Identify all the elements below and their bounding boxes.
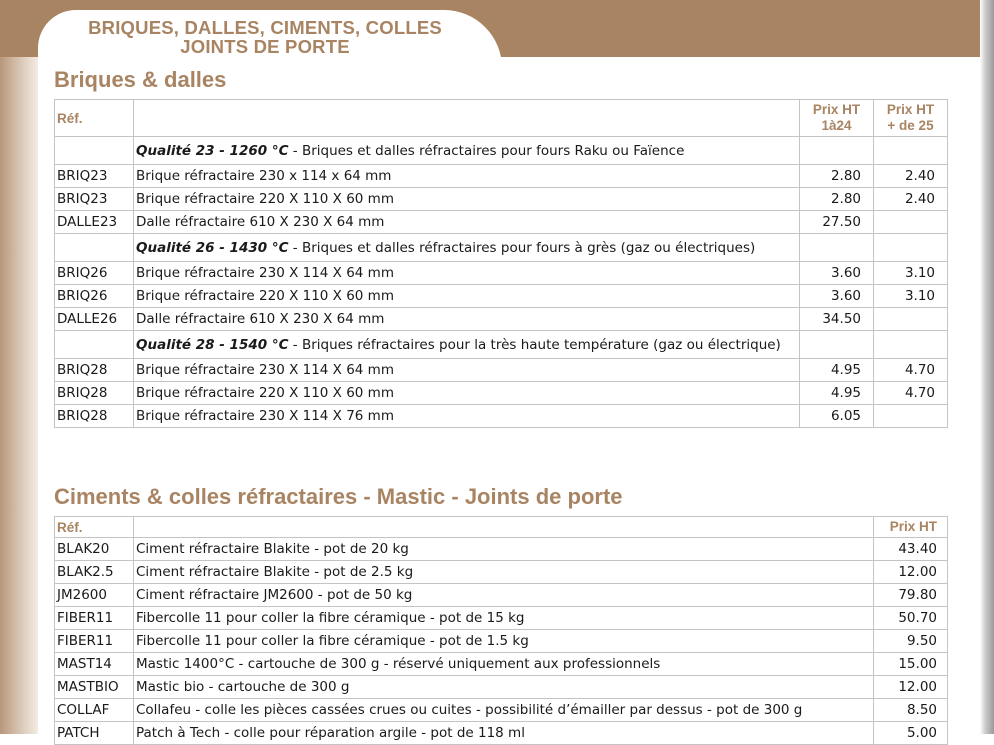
table-row <box>55 262 948 285</box>
ref-cell: BRIQ28 <box>55 359 134 382</box>
price-25plus-cell <box>874 405 948 428</box>
quality-label: Qualité 28 - 1540 °C <box>136 336 289 353</box>
description-cell: Mastic bio - cartouche de 300 g <box>134 676 874 699</box>
price-1-24-cell: 27.50 <box>800 211 874 234</box>
price-25plus-cell <box>874 211 948 234</box>
page-title-line2: JOINTS DE PORTE <box>180 36 350 57</box>
description-cell: Patch à Tech - colle pour réparation argile - pot de 118 ml <box>134 722 874 745</box>
col-header-price-25plus-line1: Prix HT <box>886 102 935 117</box>
price-cell: 5.00 <box>874 722 948 745</box>
table-row <box>55 188 948 211</box>
ref-cell: FIBER11 <box>55 607 134 630</box>
section-title-briques: Briques & dalles <box>54 67 227 92</box>
ref-cell: BRIQ28 <box>55 405 134 428</box>
col-header-ref: Réf. <box>55 100 134 137</box>
price-cell: 50.70 <box>874 607 948 630</box>
quality-detail: - Briques et dalles réfractaires pour fours Raku ou Faïence <box>288 142 685 159</box>
description-cell: Brique réfractaire 220 X 110 X 60 mm <box>134 382 800 405</box>
quality-row <box>55 137 948 165</box>
table-row <box>55 722 948 745</box>
col-header-price-1-24 <box>800 100 874 137</box>
table-row <box>55 630 948 653</box>
description-cell: Brique réfractaire 220 X 110 X 60 mm <box>134 285 800 308</box>
description-cell: Dalle réfractaire 610 X 230 X 64 mm <box>134 308 800 331</box>
description-cell: Dalle réfractaire 610 X 230 X 64 mm <box>134 211 800 234</box>
price-25plus-cell: 3.10 <box>874 262 948 285</box>
price-1-24-cell: 6.05 <box>800 405 874 428</box>
description-cell: Brique réfractaire 230 X 114 X 76 mm <box>134 405 800 428</box>
table-row <box>55 165 948 188</box>
table-row <box>55 308 948 331</box>
price-1-24-cell: 4.95 <box>800 382 874 405</box>
col-header-ref: Réf. <box>55 517 134 538</box>
quality-row <box>55 234 948 262</box>
table-row <box>55 607 948 630</box>
table-header-row <box>55 100 948 137</box>
ref-cell: BRIQ23 <box>55 165 134 188</box>
price-25plus-cell: 3.10 <box>874 285 948 308</box>
quality-price2-cell <box>874 331 948 359</box>
briques-table <box>54 99 948 428</box>
price-1-24-cell: 34.50 <box>800 308 874 331</box>
quality-detail: - Briques réfractaires pour la très haute température (gaz ou électrique) <box>288 336 781 353</box>
table-row <box>55 538 948 561</box>
price-1-24-cell: 3.60 <box>800 285 874 308</box>
quality-description <box>134 234 800 262</box>
ref-cell: BRIQ28 <box>55 382 134 405</box>
quality-label: Qualité 23 - 1260 °C <box>136 142 289 159</box>
price-1-24-cell: 3.60 <box>800 262 874 285</box>
ref-cell: PATCH <box>55 722 134 745</box>
quality-price1-cell <box>800 137 874 165</box>
description-cell: Ciment réfractaire Blakite - pot de 2.5 kg <box>134 561 874 584</box>
description-cell: Brique réfractaire 230 X 114 X 64 mm <box>134 359 800 382</box>
price-25plus-cell: 4.70 <box>874 382 948 405</box>
quality-ref-cell <box>55 234 134 262</box>
quality-label: Qualité 26 - 1430 °C <box>136 239 289 256</box>
ref-cell: COLLAF <box>55 699 134 722</box>
ref-cell: DALLE26 <box>55 308 134 331</box>
col-header-price-1-24-line2: 1à24 <box>821 118 852 133</box>
price-1-24-cell: 2.80 <box>800 165 874 188</box>
col-header-price-1-24-line1: Prix HT <box>812 102 861 117</box>
col-header-price-25plus-line2: + de 25 <box>887 118 934 133</box>
description-cell: Collafeu - colle les pièces cassées crues ou cuites - possibilité d’émailler par dessus - pot de 300 g <box>134 699 874 722</box>
price-cell: 15.00 <box>874 653 948 676</box>
price-cell: 9.50 <box>874 630 948 653</box>
quality-price2-cell <box>874 234 948 262</box>
quality-row <box>55 331 948 359</box>
quality-description <box>134 331 800 359</box>
description-cell: Ciment réfractaire JM2600 - pot de 50 kg <box>134 584 874 607</box>
ref-cell: MAST14 <box>55 653 134 676</box>
table-header-row <box>55 517 948 538</box>
table-row <box>55 653 948 676</box>
description-cell: Brique réfractaire 230 x 114 x 64 mm <box>134 165 800 188</box>
description-cell: Fibercolle 11 pour coller la fibre céramique - pot de 1.5 kg <box>134 630 874 653</box>
table-row <box>55 584 948 607</box>
ciments-table <box>54 516 948 745</box>
description-cell: Brique réfractaire 220 X 110 X 60 mm <box>134 188 800 211</box>
description-cell: Ciment réfractaire Blakite - pot de 20 kg <box>134 538 874 561</box>
section-title-ciments: Ciments & colles réfractaires - Mastic - Joints de porte <box>54 484 623 509</box>
ref-cell: BLAK20 <box>55 538 134 561</box>
table-row <box>55 561 948 584</box>
table-row <box>55 359 948 382</box>
page-title-line1: BRIQUES, DALLES, CIMENTS, COLLES <box>88 17 442 38</box>
quality-price1-cell <box>800 331 874 359</box>
col-header-desc <box>134 517 874 538</box>
price-cell: 12.00 <box>874 676 948 699</box>
ref-cell: JM2600 <box>55 584 134 607</box>
table-row <box>55 285 948 308</box>
ref-cell: DALLE23 <box>55 211 134 234</box>
col-header-price-25plus <box>874 100 948 137</box>
price-cell: 79.80 <box>874 584 948 607</box>
ref-cell: MASTBIO <box>55 676 134 699</box>
ref-cell: BRIQ23 <box>55 188 134 211</box>
table-row <box>55 211 948 234</box>
col-header-desc <box>134 100 800 137</box>
quality-ref-cell <box>55 137 134 165</box>
price-1-24-cell: 4.95 <box>800 359 874 382</box>
description-cell: Brique réfractaire 230 X 114 X 64 mm <box>134 262 800 285</box>
price-cell: 8.50 <box>874 699 948 722</box>
page-title <box>60 18 470 56</box>
page-shadow-edge <box>980 0 994 734</box>
ref-cell: BRIQ26 <box>55 285 134 308</box>
ref-cell: FIBER11 <box>55 630 134 653</box>
description-cell: Mastic 1400°C - cartouche de 300 g - réservé uniquement aux professionnels <box>134 653 874 676</box>
quality-description <box>134 137 800 165</box>
quality-price1-cell <box>800 234 874 262</box>
table-row <box>55 405 948 428</box>
price-25plus-cell: 4.70 <box>874 359 948 382</box>
quality-detail: - Briques et dalles réfractaires pour fours à grès (gaz ou électriques) <box>288 239 756 256</box>
price-25plus-cell: 2.40 <box>874 165 948 188</box>
price-1-24-cell: 2.80 <box>800 188 874 211</box>
price-cell: 43.40 <box>874 538 948 561</box>
quality-price2-cell <box>874 137 948 165</box>
price-cell: 12.00 <box>874 561 948 584</box>
quality-ref-cell <box>55 331 134 359</box>
price-25plus-cell: 2.40 <box>874 188 948 211</box>
table-row <box>55 676 948 699</box>
description-cell: Fibercolle 11 pour coller la fibre céramique - pot de 15 kg <box>134 607 874 630</box>
ref-cell: BLAK2.5 <box>55 561 134 584</box>
col-header-price: Prix HT <box>874 517 948 538</box>
table-row <box>55 699 948 722</box>
ref-cell: BRIQ26 <box>55 262 134 285</box>
table-row <box>55 382 948 405</box>
price-25plus-cell <box>874 308 948 331</box>
